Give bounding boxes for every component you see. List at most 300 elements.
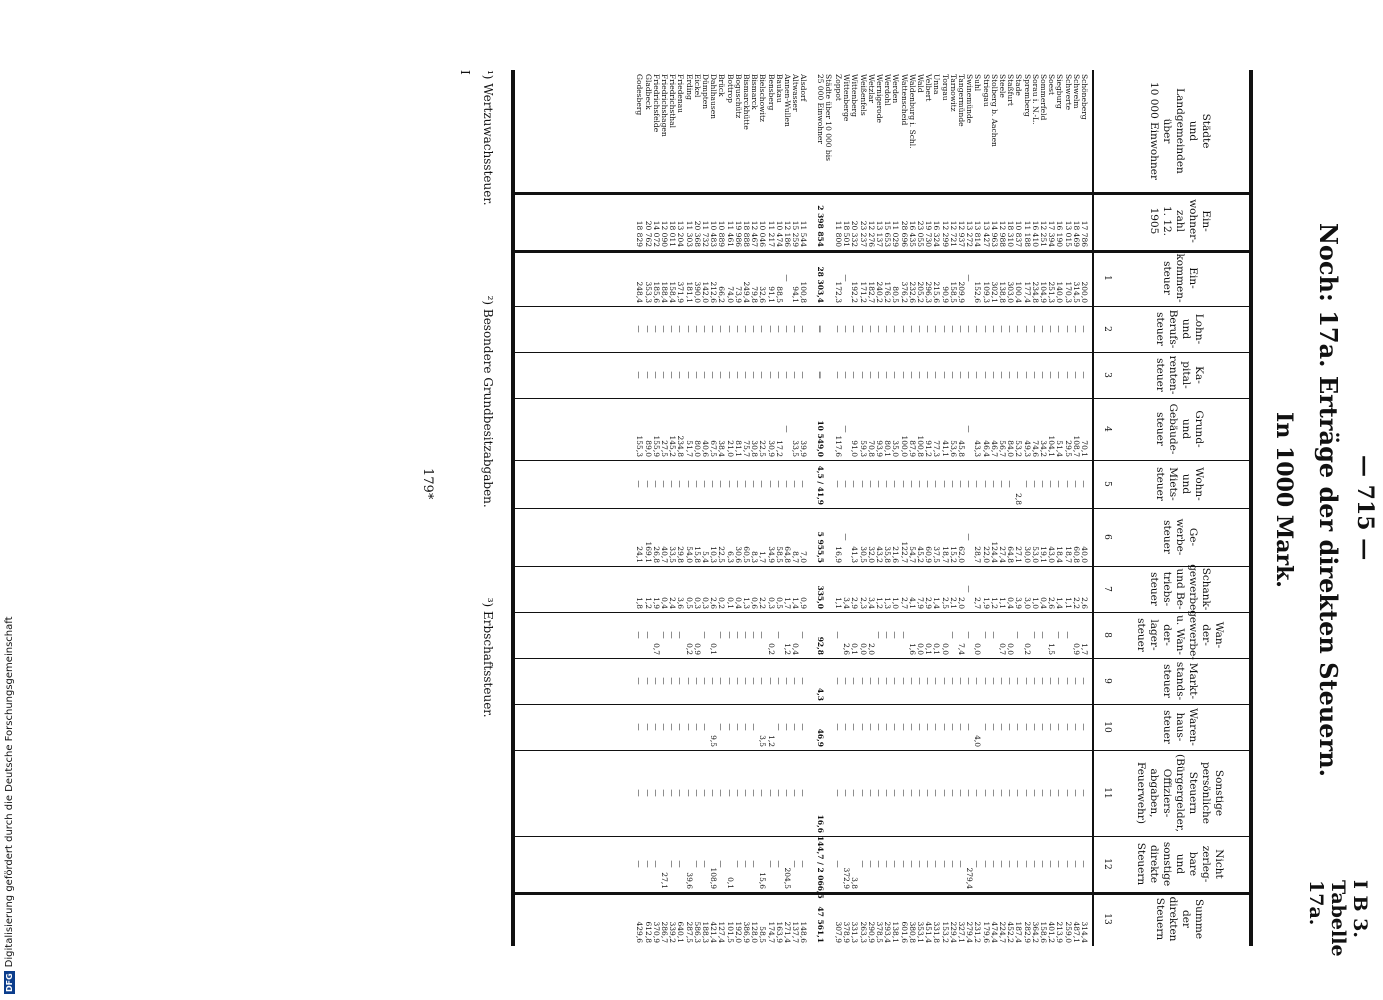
table-cell: 1,6 — [907, 643, 917, 655]
table-cell: — — [891, 677, 901, 685]
table-cell: — — [1006, 723, 1016, 731]
table-cell: 16 190 — [1055, 220, 1065, 247]
table-cell: — — [660, 631, 669, 639]
row-label: Tangermünde — [957, 74, 966, 127]
table-cell: 0,2 — [717, 597, 727, 609]
table-cell: — — [660, 480, 669, 488]
table-cell: — — [709, 371, 719, 379]
table-cell: — — [875, 789, 884, 797]
table-cell: 117,6 — [834, 435, 843, 457]
table-cell: 249,4 — [742, 281, 751, 303]
table-cell: — — [924, 860, 934, 868]
column-header: Wan- der- gewerbe- u. Wan- der- lager- steuer — [1135, 610, 1225, 660]
row-label: Bismarckhütte — [742, 74, 751, 130]
table-cell: 40,7 — [660, 546, 669, 563]
table-cell: — — [899, 480, 909, 488]
column-header: Lohn- und Berufs- steuer — [1154, 309, 1206, 349]
table-cell: 0,9 — [1071, 643, 1081, 655]
table-cell: 8,3 — [750, 551, 760, 563]
table-cell: 401,2 — [1047, 921, 1057, 943]
table-cell: 1,3 — [883, 597, 893, 609]
table-cell: — — [948, 723, 958, 731]
table-cell: — — [957, 480, 966, 488]
table-cell: 80,0 — [692, 440, 702, 457]
table-cell: — — [989, 860, 999, 868]
table-cell: 100,4 — [1014, 281, 1024, 303]
table-cell: 90,9 — [940, 286, 950, 303]
table-cell: 100,8 — [799, 281, 809, 303]
column-header: Wohn- und Miets- steuer — [1154, 467, 1206, 501]
table-cell: 67,5 — [709, 440, 719, 457]
table-cell: 124,4 — [989, 541, 999, 563]
table-cell: — — [1039, 371, 1048, 379]
table-cell: — — [883, 789, 893, 797]
table-cell: — — [1030, 371, 1040, 379]
table-cell: — — [701, 480, 710, 488]
table-cell: 353,1 — [916, 921, 925, 943]
table-cell: — — [660, 677, 669, 685]
table-cell: — — [742, 371, 751, 379]
table-cell: — — [791, 860, 801, 868]
table-cell: — — [684, 789, 694, 797]
table-cell: 187,4 — [1014, 921, 1024, 943]
table-cell: — — [791, 325, 801, 333]
table-cell: 19 730 — [924, 220, 934, 247]
table-cell: 39,9 — [799, 440, 809, 457]
table-cell: 7,4 — [957, 643, 966, 655]
table-cell: — — [973, 325, 983, 333]
table-cell: 54,0 — [684, 546, 694, 563]
table-cell: — — [692, 480, 702, 488]
row-label: Swinemünde — [965, 74, 975, 124]
table-cell: 155,9 — [651, 435, 661, 457]
table-cell: — — [883, 371, 893, 379]
table-cell: — — [1022, 480, 1032, 488]
table-cell: 10 046 — [758, 220, 768, 247]
table-cell: — — [1039, 325, 1048, 333]
table-cell: 29,5 — [1063, 440, 1073, 457]
table-cell: 93,9 — [875, 440, 884, 457]
table-cell: — — [834, 723, 843, 731]
table-cell: 204,5 — [783, 867, 792, 889]
table-cell: 0,1 — [725, 877, 735, 889]
table-cell: — — [1006, 325, 1016, 333]
table-cell: — — [924, 371, 934, 379]
table-cell: 232,6 — [907, 281, 917, 303]
row-label: Torgau — [940, 74, 950, 101]
table-cell: 12 276 — [866, 220, 876, 247]
row-label: Friedrichshagen — [660, 74, 669, 137]
table-cell: — — [998, 789, 1007, 797]
table-cell: — — [725, 677, 735, 685]
table-cell: — — [916, 860, 925, 868]
table-cell: — — [1063, 860, 1073, 868]
table-cell: — — [981, 371, 991, 379]
table-cell: — — [932, 677, 942, 685]
table-cell: 81,1 — [733, 440, 743, 457]
table-cell: — — [842, 425, 852, 433]
table-cell: 11 544 — [799, 220, 809, 247]
table-cell: — — [940, 371, 950, 379]
table-cell: — — [998, 480, 1007, 488]
table-cell: — — [750, 371, 760, 379]
table-cell: — — [1039, 631, 1048, 639]
table-cell: 0,1 — [850, 643, 860, 655]
table-cell: — — [858, 371, 868, 379]
table-cell: 45,2 — [916, 546, 925, 563]
table-cell: 212,6 — [709, 281, 719, 303]
table-cell: 46,4 — [981, 440, 991, 457]
table-cell: — — [783, 789, 792, 797]
table-cell: — — [842, 371, 852, 379]
row-label: Wald — [916, 74, 925, 93]
table-cell: — — [842, 274, 852, 282]
table-cell: 8,7 — [791, 551, 801, 563]
table-cell: 28,7 — [973, 546, 983, 563]
table-cell: — — [676, 677, 686, 685]
table-cell: — — [899, 371, 909, 379]
column-header: Ka- pital- renten- steuer — [1154, 355, 1206, 395]
table-cell: 15 259 — [791, 220, 801, 247]
page-subtitle: In 1000 Mark. — [1271, 412, 1297, 588]
table-cell: — — [850, 325, 860, 333]
column-number — [1096, 192, 1112, 250]
table-cell: 331,8 — [932, 921, 942, 943]
table-cell: 137,7 — [791, 921, 801, 943]
table-cell: — — [701, 371, 710, 379]
column-header: Grund- und Gebäude- steuer — [1154, 403, 1206, 455]
table-cell: 91,0 — [850, 440, 860, 457]
table-cell: — — [907, 677, 917, 685]
table-cell: — — [676, 860, 686, 868]
table-cell: 12 251 — [1039, 220, 1048, 247]
table-cell: — — [1071, 723, 1081, 731]
row-label: Wittenberge — [842, 74, 852, 122]
table-cell: 163,9 — [774, 921, 784, 943]
table-cell: — — [1014, 677, 1024, 685]
table-cell: — — [766, 480, 776, 488]
table-cell: 0,1 — [924, 643, 934, 655]
table-cell: 51,7 — [684, 440, 694, 457]
row-label: Dahlhausen — [709, 74, 719, 119]
table-cell: 279,4 — [965, 921, 975, 943]
table-cell: 23 055 — [916, 220, 925, 247]
table-cell: — — [668, 631, 678, 639]
table-cell: — — [957, 371, 966, 379]
table-cell: 158,5 — [948, 281, 958, 303]
table-cell: — — [791, 371, 801, 379]
table-cell: — — [940, 723, 950, 731]
column-number: 7 — [1102, 586, 1112, 592]
table-cell: 0,9 — [692, 643, 702, 655]
table-cell: — — [891, 325, 901, 333]
table-cell: — — [1039, 723, 1048, 731]
table-cell: — — [799, 631, 809, 639]
table-cell: — — [1071, 677, 1081, 685]
table-cell: — — [842, 677, 852, 685]
table-cell: — — [891, 860, 901, 868]
table-cell: — — [783, 480, 792, 488]
page-title: Noch: 17a. Erträge der direkten Steuern. — [1314, 222, 1343, 777]
table-cell: 153,2 — [940, 921, 950, 943]
table-cell: — — [774, 860, 784, 868]
table-cell: — — [742, 789, 751, 797]
table-cell: 171,2 — [858, 281, 868, 303]
row-label: Eickel — [692, 74, 702, 98]
table-cell: — — [725, 723, 735, 731]
table-cell: — — [842, 723, 852, 731]
table-cell: 56,7 — [998, 440, 1007, 457]
table-cell: — — [924, 677, 934, 685]
row-label: Stolberg b. Aachen — [989, 74, 999, 147]
table-cell: 339,2 — [668, 921, 678, 943]
column-header: Schank- gewerbe- und Be- triebs- steuer — [1148, 564, 1212, 614]
table-cell: 39,6 — [684, 872, 694, 889]
table-cell: 307,9 — [834, 921, 843, 943]
table-cell: 17,2 — [774, 440, 784, 457]
table-cell: — — [989, 631, 999, 639]
table-cell: — — [725, 789, 735, 797]
table-cell: — — [701, 789, 710, 797]
table-cell: — — [1080, 325, 1089, 333]
table-cell: 16 435 — [907, 220, 917, 247]
table-cell: 73,9 — [733, 286, 743, 303]
table-cell: — — [1030, 631, 1040, 639]
table-cell: 0,5 — [684, 597, 694, 609]
table-cell: 20 332 — [850, 220, 860, 247]
totals-cell: — — [815, 325, 825, 333]
table-cell: 128,0 — [750, 921, 760, 943]
table-cell: — — [717, 723, 727, 731]
table-cell: — — [668, 480, 678, 488]
table-cell: — — [850, 723, 860, 731]
table-cell: — — [907, 325, 917, 333]
table-cell: — — [842, 533, 852, 541]
table-cell: 11 461 — [725, 220, 735, 247]
table-cell: 1,2 — [643, 597, 653, 609]
table-cell: 170,3 — [1063, 281, 1073, 303]
column-number: 2 — [1102, 326, 1112, 332]
table-cell: 182,7 — [866, 281, 876, 303]
table-cell: — — [783, 677, 792, 685]
table-cell: 11 303 — [684, 220, 694, 247]
table-cell: — — [766, 677, 776, 685]
table-cell: — — [1063, 325, 1073, 333]
column-number: 4 — [1102, 426, 1112, 432]
table-cell: — — [924, 480, 934, 488]
table-cell: — — [842, 480, 852, 488]
table-cell: 0,5 — [774, 597, 784, 609]
table-cell: — — [1022, 789, 1032, 797]
table-cell: — — [866, 860, 876, 868]
table-cell: 22,5 — [758, 440, 768, 457]
table-cell: — — [766, 371, 776, 379]
table-cell: 70,8 — [866, 440, 876, 457]
table-cell: — — [1055, 480, 1065, 488]
table-cell: 29,8 — [676, 546, 686, 563]
table-cell: 1,3 — [742, 597, 751, 609]
table-cell: — — [1047, 371, 1057, 379]
table-cell: 17 394 — [1047, 220, 1057, 247]
table-cell: 452,2 — [1006, 921, 1016, 943]
table-cell: 1,1 — [1063, 597, 1073, 609]
table-cell: 364,2 — [1030, 921, 1040, 943]
table-cell: — — [924, 789, 934, 797]
table-cell: — — [799, 677, 809, 685]
table-cell: — — [651, 723, 661, 731]
table-cell: 0,3 — [701, 597, 710, 609]
table-cell: — — [948, 371, 958, 379]
table-cell: — — [875, 325, 884, 333]
table-cell: 13 204 — [676, 220, 686, 247]
column-header: Summe der direkten Steuern — [1154, 896, 1206, 942]
table-cell: 2,3 — [858, 597, 868, 609]
row-label: Wattenscheid — [899, 74, 909, 126]
table-cell: — — [643, 371, 653, 379]
totals-cell: — — [815, 371, 825, 379]
table-cell: — — [1055, 789, 1065, 797]
table-cell: 9,5 — [709, 735, 719, 747]
table-cell: — — [1047, 480, 1057, 488]
table-cell: 10 889 — [717, 220, 727, 247]
table-cell: 80,5 — [891, 286, 901, 303]
table-cell: — — [1006, 789, 1016, 797]
table-cell: — — [899, 631, 909, 639]
table-cell: — — [957, 860, 966, 868]
table-cell: — — [684, 723, 694, 731]
table-cell: — — [676, 325, 686, 333]
table-cell: 11 800 — [834, 220, 843, 247]
table-cell: — — [701, 631, 710, 639]
table-cell: 94,1 — [791, 286, 801, 303]
table-cell: — — [651, 789, 661, 797]
table-cell: — — [932, 723, 942, 731]
row-label: Friedrichsfelde — [651, 74, 661, 133]
table-cell: 0,3 — [692, 597, 702, 609]
table-cell: — — [1039, 789, 1048, 797]
table-cell: — — [684, 371, 694, 379]
table-cell: 169,1 — [643, 541, 653, 563]
table-cell: 0,4 — [1006, 597, 1016, 609]
table-cell: 192,0 — [733, 921, 743, 943]
table-cell: 74,6 — [1030, 440, 1040, 457]
table-cell: — — [875, 631, 884, 639]
table-cell: 91,2 — [924, 440, 934, 457]
table-cell: 12 721 — [948, 220, 958, 247]
table-cell: 3,0 — [1022, 597, 1032, 609]
table-cell: 2,9 — [850, 597, 860, 609]
table-cell: 11 732 — [701, 220, 710, 247]
table-cell: — — [891, 723, 901, 731]
table-cell: — — [998, 325, 1007, 333]
table-cell: 16 410 — [1030, 220, 1040, 247]
table-cell: — — [1047, 789, 1057, 797]
table-cell: 2,1 — [948, 597, 958, 609]
table-cell: 27,4 — [998, 546, 1007, 563]
table-cell: — — [758, 480, 768, 488]
table-cell: 271,4 — [783, 921, 792, 943]
table-cell: — — [1022, 371, 1032, 379]
table-cell: — — [948, 677, 958, 685]
table-cell: — — [684, 325, 694, 333]
column-number — [1096, 70, 1112, 192]
table-cell: — — [899, 860, 909, 868]
table-cell: 181,1 — [684, 281, 694, 303]
table-cell: 19,1 — [1039, 546, 1048, 563]
table-cell: 18 829 — [635, 220, 645, 247]
table-cell: 1,1 — [998, 597, 1007, 609]
table-cell: — — [850, 371, 860, 379]
table-cell: — — [758, 371, 768, 379]
table-cell: — — [965, 371, 975, 379]
table-cell: — — [948, 631, 958, 639]
table-cell: — — [1063, 677, 1073, 685]
table-cell: 13 427 — [981, 220, 991, 247]
table-cell: 192,2 — [850, 281, 860, 303]
table-cell: — — [989, 723, 999, 731]
table-cell: 13 814 — [973, 220, 983, 247]
table-cell: 24,1 — [635, 546, 645, 563]
table-cell: — — [783, 371, 792, 379]
table-cell: — — [733, 723, 743, 731]
table-cell: — — [1030, 480, 1040, 488]
table-cell: 2,7 — [899, 597, 909, 609]
table-cell: — — [774, 789, 784, 797]
table-cell: 7,9 — [916, 597, 925, 609]
table-cell: 80,1 — [883, 440, 893, 457]
table-cell: 51,4 — [1055, 440, 1065, 457]
table-cell: — — [850, 789, 860, 797]
row-label: Tarnowitz — [948, 74, 958, 112]
row-label: Wittenberg — [850, 74, 860, 117]
table-cell: 229,4 — [948, 921, 958, 943]
table-cell: 3,5 — [758, 735, 768, 747]
table-cell: — — [1014, 860, 1024, 868]
table-cell: 16 324 — [932, 220, 942, 247]
table-cell: — — [709, 480, 719, 488]
table-cell: — — [717, 631, 727, 639]
table-cell: — — [866, 723, 876, 731]
table-cell: 372,9 — [842, 867, 852, 889]
table-cell: — — [660, 325, 669, 333]
row-label: Wernigerode — [875, 74, 884, 123]
table-cell: — — [1055, 677, 1065, 685]
table-cell: — — [891, 789, 901, 797]
table-cell: — — [998, 860, 1007, 868]
table-cell: 12 937 — [957, 220, 966, 247]
table-cell: 18 011 — [668, 220, 678, 247]
table-cell: 37,5 — [932, 546, 942, 563]
table-cell: 213,9 — [1055, 921, 1065, 943]
table-cell: 53,6 — [948, 440, 958, 457]
table-cell: 282,9 — [1022, 921, 1032, 943]
table-cell: — — [651, 371, 661, 379]
table-cell: 353,3 — [643, 281, 653, 303]
table-cell: — — [866, 371, 876, 379]
table-cell: — — [651, 325, 661, 333]
table-cell: — — [924, 723, 934, 731]
table-cell: 100,8 — [916, 435, 925, 457]
table-cell: 0,1 — [709, 643, 719, 655]
table-cell: — — [981, 325, 991, 333]
table-cell: 15,8 — [692, 546, 702, 563]
totals-cell: 16,6 — [815, 814, 825, 833]
table-cell: — — [1030, 677, 1040, 685]
table-cell: — — [981, 480, 991, 488]
table-cell: 0,0 — [916, 643, 925, 655]
table-cell: — — [940, 860, 950, 868]
table-cell: 1,5 — [1047, 643, 1057, 655]
